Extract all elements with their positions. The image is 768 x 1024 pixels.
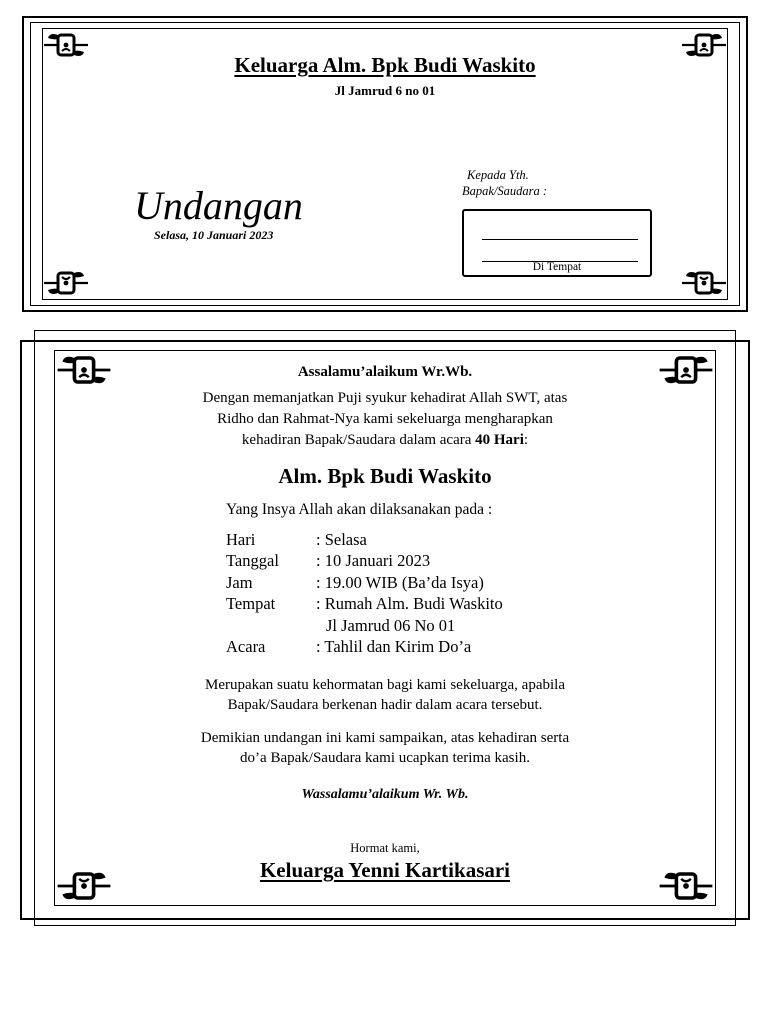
closing-text: Demikian undangan ini kami sampaikan, atas kehadiran serta [200, 730, 570, 746]
detail-label: Tanggal [226, 551, 279, 570]
detail-row [226, 594, 503, 614]
schedule-intro: Yang Insya Allah akan dilaksanakan pada : [226, 501, 493, 518]
detail-label: Tempat [226, 594, 276, 613]
letter-card [20, 330, 750, 926]
detail-value: : 19.00 WIB (Ba’da Isya) [316, 573, 484, 592]
envelope-invitation-word: Undangan [134, 183, 303, 228]
detail-value: : Selasa [316, 530, 367, 549]
detail-label: Acara [226, 637, 266, 656]
signature: Keluarga Yenni Kartikasari [259, 858, 511, 882]
detail-label: Hari [226, 530, 256, 549]
address-line [482, 239, 638, 240]
letter-intro-text: kehadiran Bapak/Saudara dalam acara [241, 432, 476, 448]
letter-greeting: Assalamu’alaikum Wr.Wb. [297, 364, 473, 380]
letter-intro: Ridho dan Rahmat-Nya kami sekeluarga mengharapkan [217, 411, 553, 427]
recipient-label: Bapak/Saudara : [462, 184, 548, 198]
honor-text: Bapak/Saudara berkenan hadir dalam acara tersebut. [227, 697, 543, 713]
detail-value: : 10 Januari 2023 [316, 551, 431, 570]
envelope-date: Selasa, 10 Januari 2023 [154, 228, 274, 242]
detail-value: : Tahlil dan Kirim Do’a [316, 637, 472, 656]
hormat-kami: Hormat kami, [350, 841, 420, 855]
corner-ornament-icon [44, 268, 88, 298]
di-tempat-label: Di Tempat [532, 261, 582, 273]
letter-intro: Dengan memanjatkan Puji syukur kehadirat Allah SWT, atas [202, 390, 568, 406]
wassalam: Wassalamu’alaikum Wr. Wb. [301, 787, 469, 802]
corner-ornament-icon [682, 268, 726, 298]
detail-row [226, 637, 471, 657]
letter-intro [20, 432, 750, 449]
detail-row [226, 616, 455, 636]
honor-text: Merupakan suatu kehormatan bagi kami sekeluarga, apabila [204, 677, 565, 693]
detail-row [226, 573, 484, 593]
envelope-family-title: Keluarga Alm. Bpk Budi Waskito [234, 53, 536, 77]
address-box [462, 209, 652, 277]
recipient-label: Kepada Yth. [467, 168, 529, 182]
detail-value: Jl Jamrud 06 No 01 [326, 616, 456, 635]
letter-intro-colon: : [523, 432, 529, 448]
event-name: 40 Hari [475, 432, 524, 448]
envelope-card [22, 16, 748, 312]
envelope-address: Jl Jamrud 6 no 01 [334, 83, 436, 98]
detail-label: Jam [226, 573, 253, 592]
deceased-name: Alm. Bpk Budi Waskito [278, 464, 492, 488]
detail-row [226, 551, 430, 571]
closing-text: do’a Bapak/Saudara kami ucapkan terima kasih. [240, 750, 530, 766]
detail-value: : Rumah Alm. Budi Waskito [316, 594, 503, 613]
detail-row [226, 530, 367, 550]
